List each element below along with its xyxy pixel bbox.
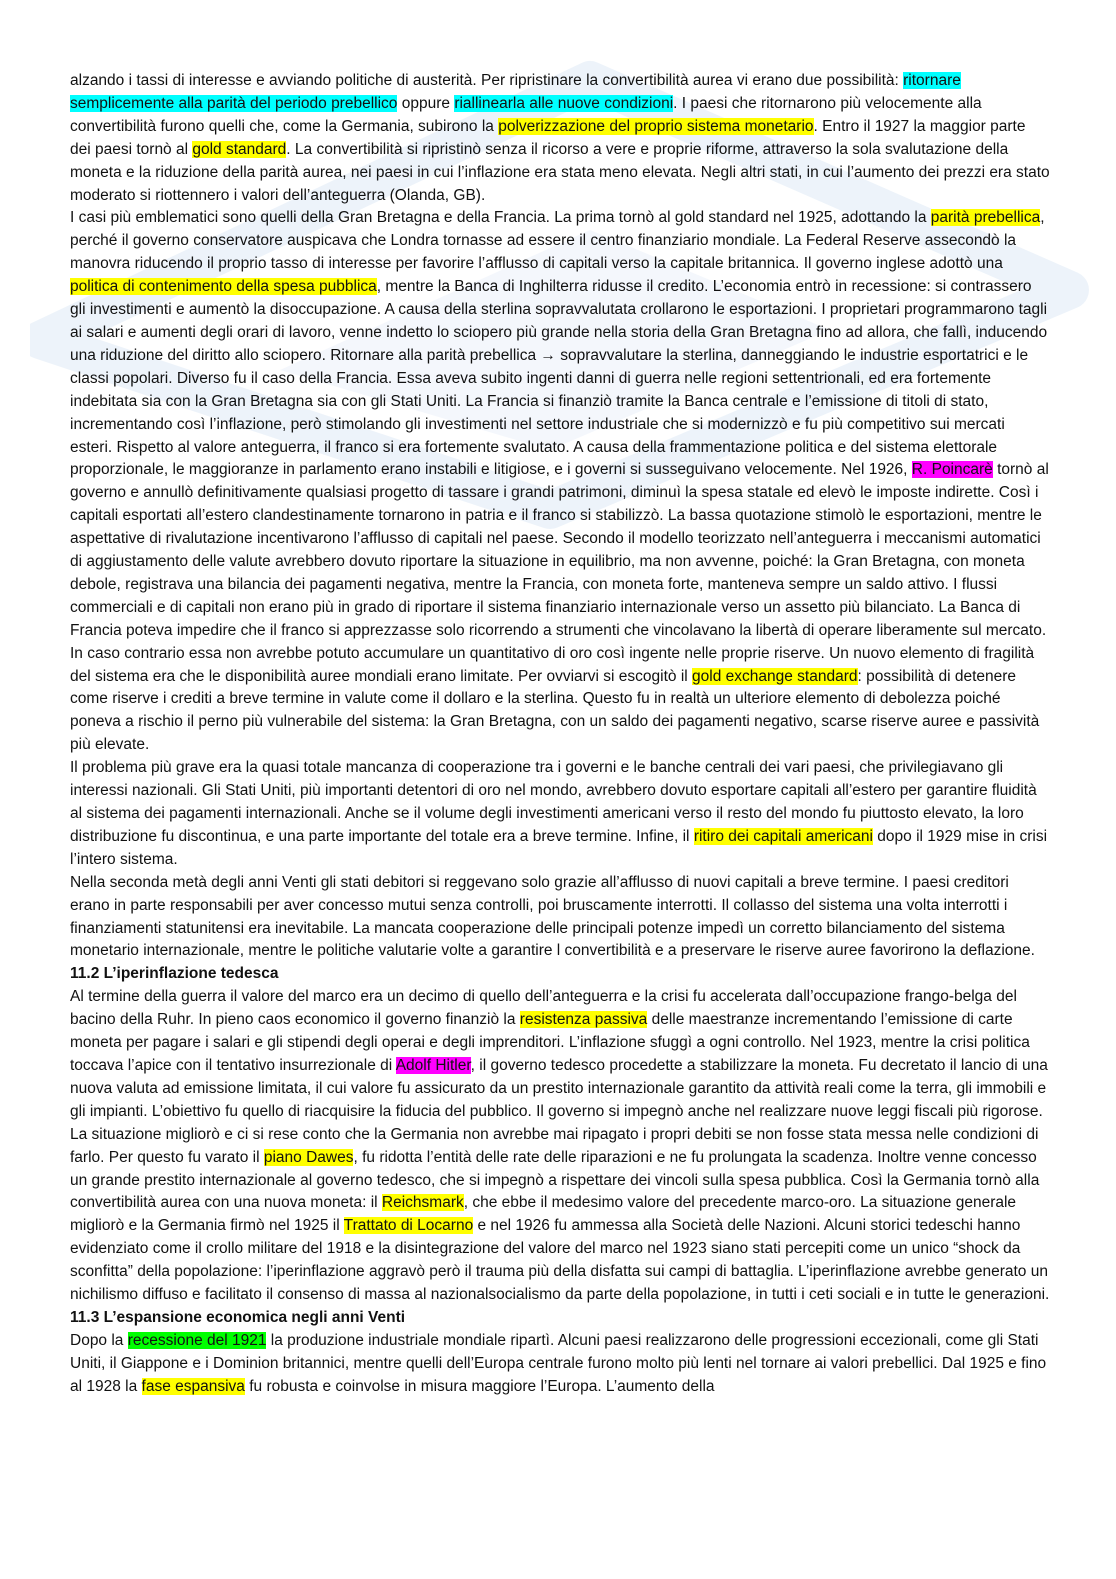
highlighted-text: Adolf Hitler [395,1056,471,1074]
text-run: , perché il governo conservatore auspicava che Londra tornasse ad essere il centro finanziario mondiale. La Federal Reserve assecondò la manovra riducendo il proprio tasso di interesse per favorire l’afflusso di capitali verso la capitale britannica. Il governo inglese adottò una [70,209,1045,273]
text-run: Dopo la [70,1331,128,1349]
highlighted-text: gold exchange standard [692,667,858,685]
text-run: , che ebbe il medesimo valore del precedente marco-oro. La situazione generale migliorò e la Germania firmò nel 1925 il [70,1194,1017,1235]
text-run: , mentre la Banca di Inghilterra ridusse il credito. L’economia entrò in recessione: si contrassero gli investimenti e aumentò la disoccupazione. A causa della sterlina sopravvalutata crollarono le esportazioni. I proprietari programmarono tagli ai salari e aumenti degli orari di lavoro, venne indetto lo sciopero più grande nella storia della Gran Bretagna fino ad allora, che fallì, inducendo una riduzione del diritto allo sciopero. Ritornare alla parità prebellica → sopravvalutare la sterlina, danneggiando le industrie esportatrici e le classi popolari. Diverso fu il caso della Francia. Essa aveva subito ingenti danni di guerra nelle regioni settentrionali, ed era fortemente indebitata sia con la Gran Bretagna sia con gli Stati Uniti. La Francia si finanziò tramite la Banca centrale e l’emissione di titoli di stato, incrementando così l’inflazione, però stimolando gli investimenti nel settore industriale che si modernizzò e fu più competitivo sui mercati esteri. Rispetto al valore anteguerra, il franco si era fortemente svalutato. A causa della frammentazione politica e del sistema elettorale proporzionale, le maggioranze in parlamento erano instabili e litigiose, e i governi si susseguivano velocemente. Nel 1926, [70,278,1048,479]
section-heading [70,963,1050,986]
text-run: Il problema più grave era la quasi totale mancanza di cooperazione tra i governi e le banche centrali dei vari paesi, che privilegiavano gli interessi nazionali. Gli Stati Uniti, più importanti detentori di oro nel mondo, avrebbero dovuto esportare capitali all’estero per garantire fluidità al sistema dei pagamenti internazionali. Anche se il volume degli investimenti americani verso il resto del mondo fu piuttosto elevato, la loro distribuzione fu discontinua, e una parte importante del totale era a breve termine. Infine, il [70,759,1037,845]
paragraph [70,757,1050,872]
paragraph [70,207,1050,757]
text-run: , fu ridotta l’entità delle rate delle riparazioni e ne fu prolungata la scadenza. Inoltre venne concesso un grande prestito internazionale al governo tedesco, che si impegnò a rispettare dei vincoli sulla spesa pubblica. Così la Germania tornò alla convertibilità aurea con una nuova moneta: il [70,1148,1040,1212]
highlighted-text: resistenza passiva [519,1011,648,1029]
text-run: Nella seconda metà degli anni Venti gli stati debitori si reggevano solo grazie all’afflusso di nuovi capitali a breve termine. I paesi creditori erano in parte responsabili per aver concesso mutui senza controlli, poi bruscamente interrotti. Il collasso del sistema una volta interrotti i finanziamenti statunitensi era inevitabile. La mancata cooperazione delle principali potenze impedì un corretto bilanciamento del sistema monetario internazionale, mentre le politiche valutarie volte a garantire l convertibilità e a preservare le riserve auree favorirono la deflazione. [70,873,1035,960]
text-run: delle maestranze incrementando l’emissione di carte moneta per pagare i salari e gli stipendi degli operai e degli imprenditori. L’inflazione sfuggì a ogni controllo. Nel 1923, mentre la crisi politica toccava l’apice con il tentativo insurrezionale di [70,1011,1030,1074]
highlighted-text: parità prebellica [930,209,1041,227]
highlighted-text: gold standard [192,140,287,158]
text-run: la produzione industriale mondiale ripartì. Alcuni paesi realizzarono delle progressioni eccezionali, come gli Stati Uniti, il Giappone e i Dominion britannici, mentre quelli dell’Europa centrale furono molto più lenti nel tornare ai valori prebellici. Dal 1925 e fino al 1928 la [70,1331,1047,1395]
text-run: e nel 1926 fu ammessa alla Società delle Nazioni. Alcuni storici tedeschi hanno evidenziato come il crollo militare del 1918 e la disintegrazione del valore del marco nel 1923 siano stati percepiti come un unico “shock da sconfitta” della popolazione: l’iperinflazione aggravò però il trauma più della disfatta sui campi di battaglia. L’iperinflazione avrebbe generato un nichilismo diffuso e facilitato il consenso di massa al nazionalsocialismo da parte della popolazione, in tutti i ceti sociali e in tutte le generazioni. [70,1217,1050,1304]
text-run: , il governo tedesco procedette a stabilizzare la moneta. Fu decretato il lancio di una nuova valuta ad emissione limitata, il cui valore fu assicurato da un prestito internazionale garantito da attività reali come la terra, gli immobili e gli impianti. L’obiettivo fu quello di riacquisire la fiducia del pubblico. Il governo si impegnò anche nel realizzare nuove leggi fiscali più rigorose. La situazione migliorò e ci si rese conto che la Germania non avrebbe mai ripagato i propri debiti se non fosse stata messa nelle condizioni di farlo. Per questo fu varato il [70,1056,1048,1166]
paragraph [70,70,1050,207]
highlighted-text: Trattato di Locarno [343,1217,474,1235]
text-run: 11.3 L’espansione economica negli anni Venti [70,1308,406,1326]
paragraph [70,872,1050,964]
text-run: I casi più emblematici sono quelli della Gran Bretagna e della Francia. La prima tornò al gold standard nel 1925, adottando la [70,209,931,227]
highlighted-text: Reichsmark [381,1194,464,1212]
text-run: fu robusta e coinvolse in misura maggiore l’Europa. L’aumento della [244,1377,715,1395]
highlighted-text: politica di contenimento della spesa pubblica [70,278,377,296]
text-run: . La convertibilità si ripristinò senza il ricorso a vere e proprie riforme, attraverso la sola svalutazione della moneta e la riduzione della parità aurea, nei paesi in cui l’inflazione era stata meno elevata. Negli altri stati, in cui l’aumento dei prezzi era stato moderato si riottennero i valori dell’anteguerra (Olanda, GB). [70,140,1050,204]
highlighted-text: fase espansiva [141,1377,245,1395]
section-heading [70,1307,1050,1330]
paragraph [70,986,1050,1307]
highlighted-text: recessione del 1921 [127,1331,267,1349]
paragraph [70,1330,1050,1399]
highlighted-text: ritiro dei capitali americani [693,827,873,845]
highlighted-text: riallinearla alle nuove condizioni [454,94,674,112]
highlighted-text: ritornare semplicemente alla parità del periodo prebellico [70,72,961,112]
highlighted-text: R. Poincarè [911,461,993,479]
text-run: oppure [397,94,455,112]
text-run: 11.2 L’iperinflazione tedesca [70,965,279,983]
highlighted-text: polverizzazione del proprio sistema monetario [498,117,814,135]
highlighted-text: piano Dawes [263,1148,354,1166]
text-run: Al termine della guerra il valore del marco era un decimo di quello dell’anteguerra e la crisi fu accelerata dall’occupazione frango-belga del bacino della Ruhr. In pieno caos economico il governo finanziò la [70,988,1017,1029]
text-run: : possibilità di detenere come riserve i crediti a breve termine in valute come il dollaro e la sterlina. Questo fu in realtà un ulteriore elemento di debolezza poiché poneva a rischio il perno più vulnerabile del sistema: la Gran Bretagna, con un saldo dei pagamenti negativo, scarse riserve auree e passività più elevate. [70,667,1040,754]
text-run: tornò al governo e annullò definitivamente qualsiasi progetto di tassare i grandi patrimoni, diminuì la spesa statale ed elevò le imposte indirette. Così i capitali esportati all’estero clandestinamente tornarono in patria e il franco si stabilizzò. La bassa quotazione stimolò le esportazioni, mentre le aspettative di rivalutazione incentivarono l’afflusso di capitali nel paese. Secondo il modello teorizzato nell’anteguerra i meccanismi automatici di aggiustamento delle valute avrebbero dovuto riportare la situazione in equilibrio, ma non avvenne, poiché: la Gran Bretagna, con moneta debole, registrava una bilancia dei pagamenti negativa, mentre la Francia, con moneta forte, manteneva sempre un saldo attivo. I flussi commerciali e di capitali non erano più in grado di riportare il sistema finanziario internazionale verso un assetto più bilanciato. La Banca di Francia poteva impedire che il franco si apprezzasse solo ricorrendo a strumenti che vincolavano la libertà di operare liberamente sul mercato. In caso contrario essa non avrebbe potuto accumulare un quantitativo di oro così ingente nelle proprie riserve. Un nuovo elemento di fragilità del sistema era che le disponibilità auree mondiali erano limitate. Per ovviarvi si escogitò il [70,461,1049,685]
text-run: . Entro il 1927 la maggior parte dei paesi tornò al [70,117,1026,158]
document-text [70,70,1050,1399]
text-run: dopo il 1929 mise in crisi l’intero sistema. [70,827,1048,868]
text-run: . I paesi che ritornarono più velocemente alla convertibilità furono quelli che, come la Germania, subirono la [70,94,982,135]
text-run: alzando i tassi di interesse e avviando politiche di austerità. Per ripristinare la convertibilità aurea vi erano due possibilità: [70,72,904,89]
